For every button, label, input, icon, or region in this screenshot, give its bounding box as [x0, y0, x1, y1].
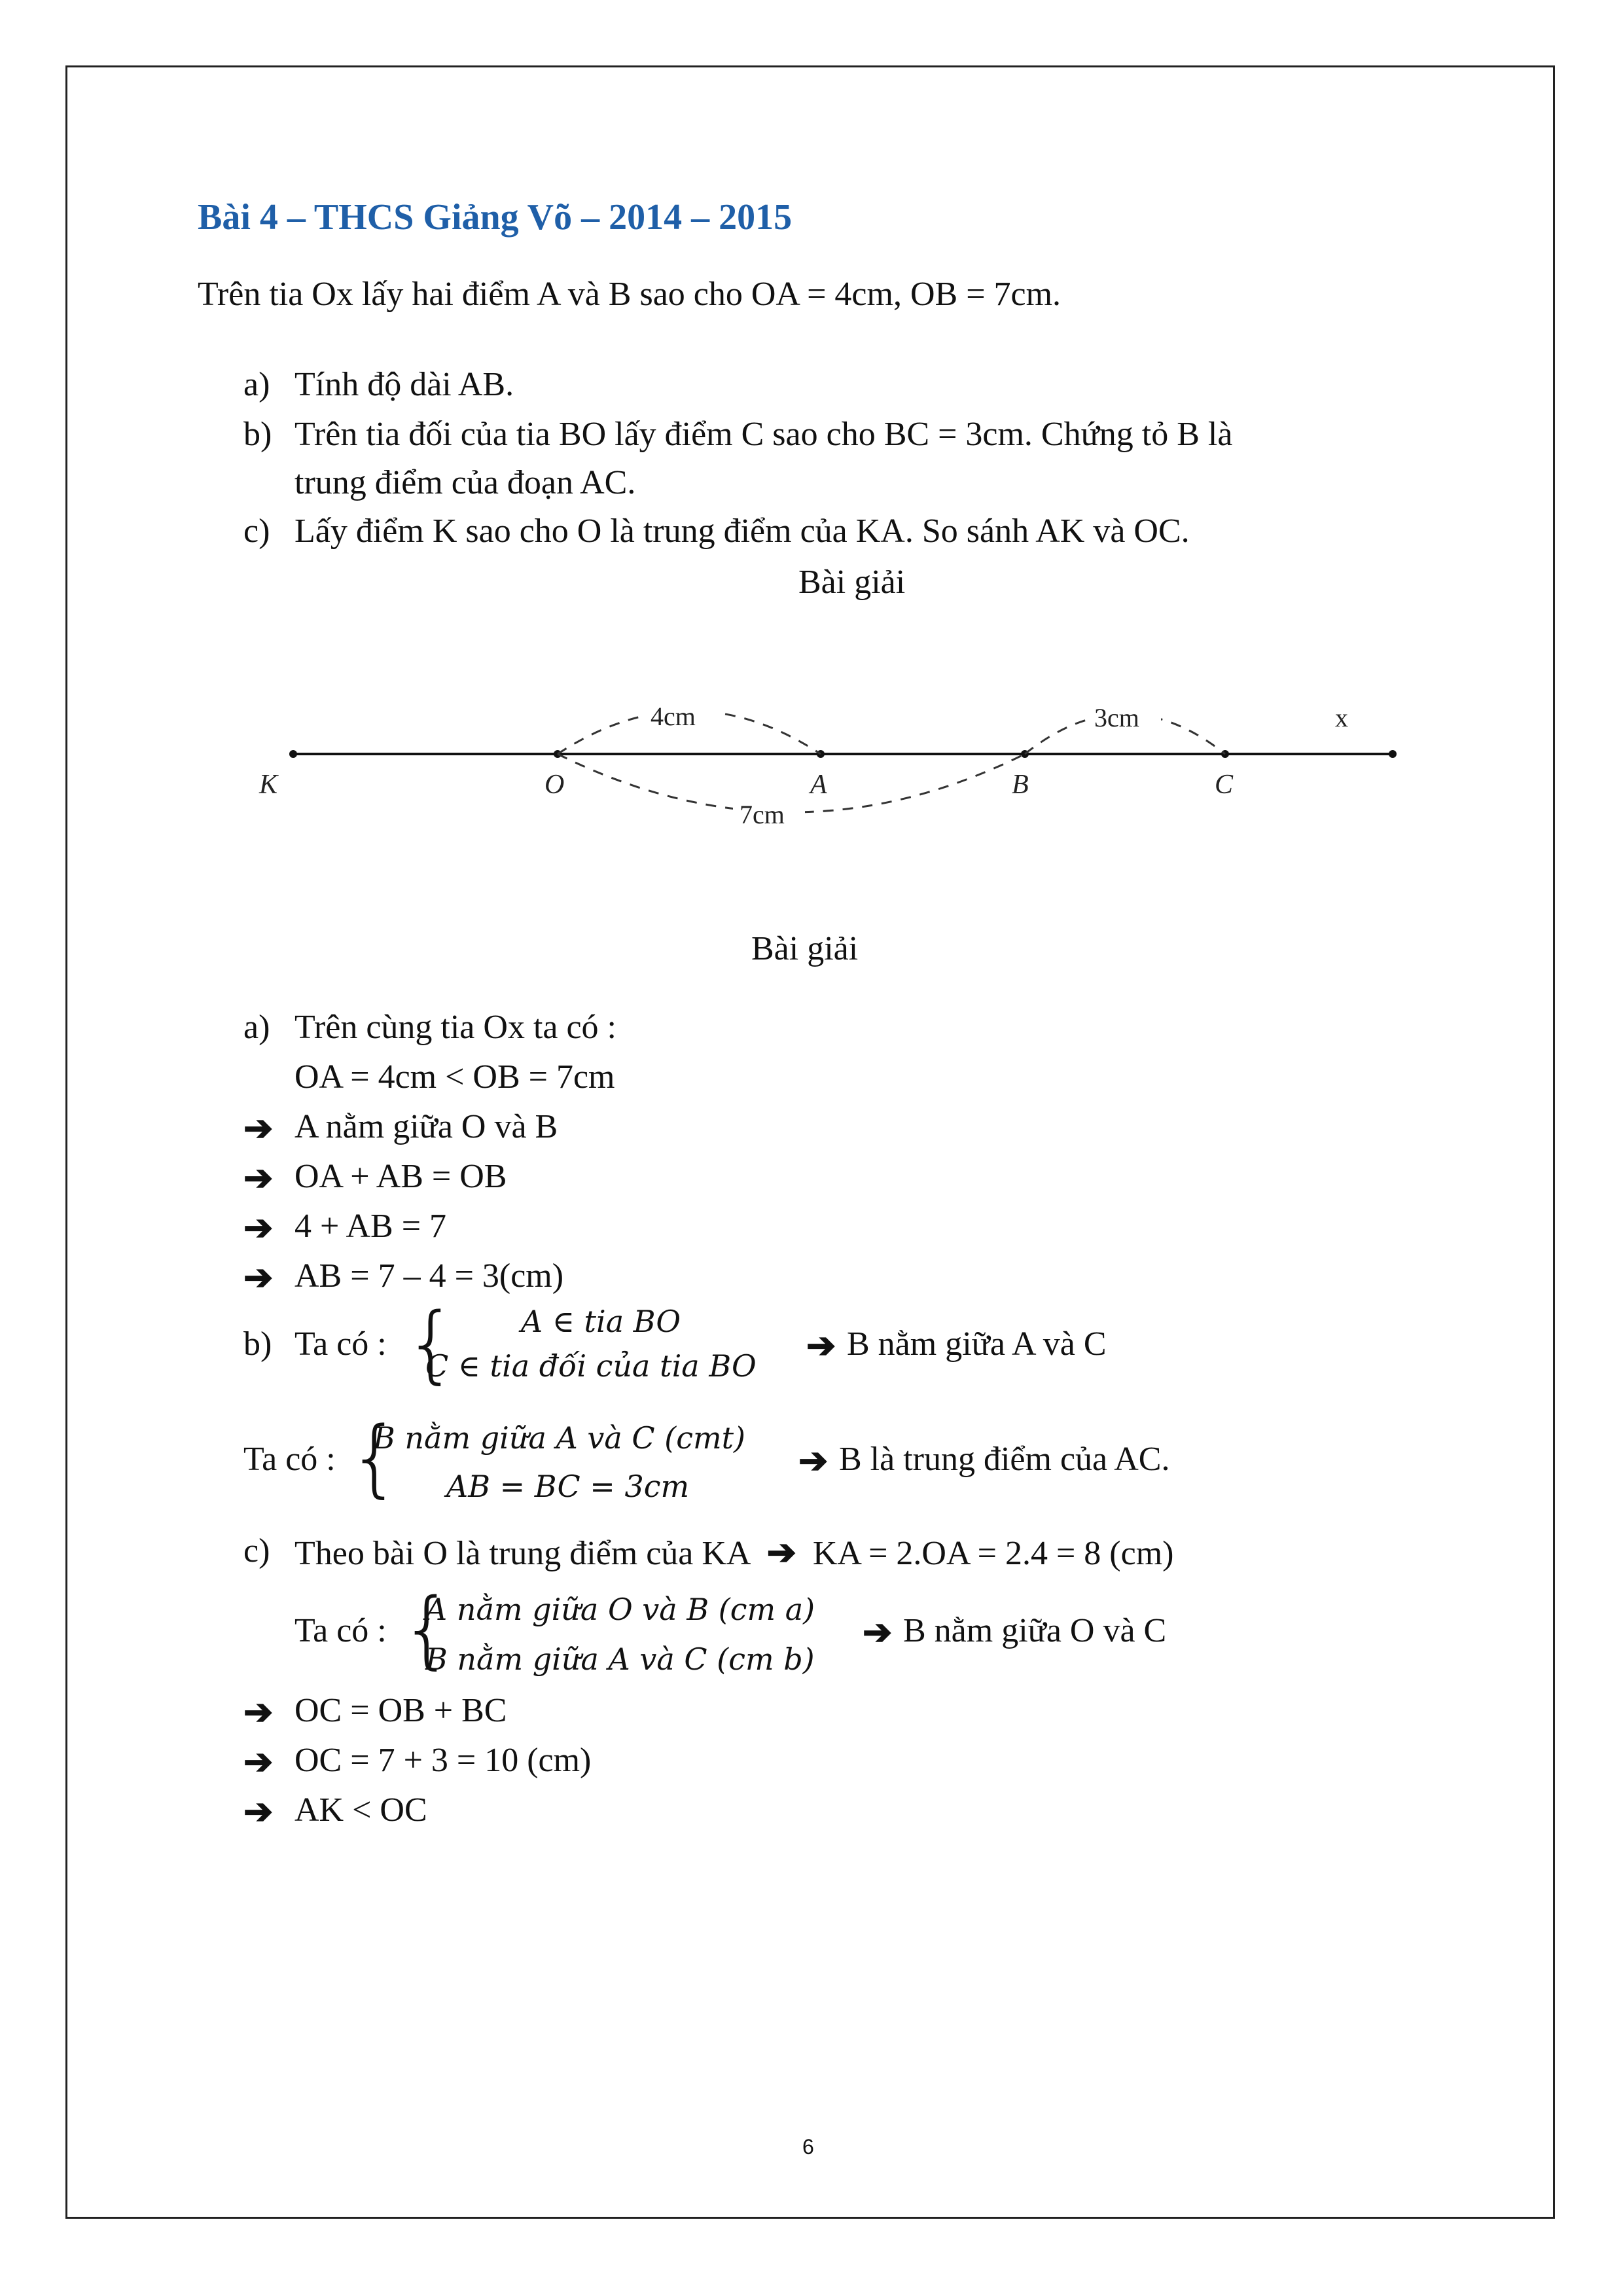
solution-a-line1	[243, 1008, 616, 1047]
page-number: 6	[802, 2135, 814, 2159]
solution-b-result2-text: B là trung điểm của AC.	[839, 1441, 1170, 1478]
arrow-icon: ➔	[806, 1326, 836, 1365]
solution-c-sys-line1: A nằm giữa O và B (cm a)	[425, 1592, 815, 1627]
arrow-icon: ➔	[798, 1441, 829, 1480]
solution-b-sys1-line2: C ∈ tia đối của tia BO	[425, 1348, 757, 1384]
solution-a-step4-text: AB = 7 – 4 = 3(cm)	[294, 1257, 564, 1295]
question-b-line1: Trên tia đối của tia BO lấy điểm C sao cho BC = 3cm. Chứng tỏ B là	[294, 416, 1233, 453]
arrow-icon: ➔	[243, 1693, 274, 1732]
solution-c-step2-text: OC = 7 + 3 = 10 (cm)	[294, 1742, 592, 1779]
solution-b-sys1-line1: A ∈ tia BO	[521, 1304, 681, 1339]
brace-icon: {	[401, 1581, 454, 1678]
solution-c-line1-pre: Theo bài O là trung điểm của KA	[294, 1535, 749, 1572]
solution-c-label: c)	[243, 1532, 270, 1570]
solution-b-taco: Ta có :	[294, 1325, 387, 1363]
arrow-icon: ➔	[243, 1208, 274, 1247]
solution-b-result1-text: B nằm giữa A và C	[847, 1325, 1107, 1363]
arrow-icon: ➔	[243, 1742, 274, 1782]
solution-a-step3-text: 4 + AB = 7	[294, 1208, 447, 1245]
solution-a-step2-text: OA + AB = OB	[294, 1158, 507, 1195]
solution-c-line1-post: KA = 2.OA = 2.4 = 8 (cm)	[812, 1535, 1174, 1572]
dim-ob-label: 7cm	[740, 800, 785, 829]
solution-b-sys2-line1: B nằm giữa A và C (cmt)	[373, 1420, 746, 1456]
dim-bc-label: 3cm	[1094, 703, 1139, 732]
solution-c-sys-line2: B nằm giữa A và C (cm b)	[425, 1641, 815, 1677]
ray-end-dot	[1389, 750, 1397, 758]
label-c: C	[1215, 770, 1234, 800]
label-x: x	[1335, 703, 1348, 732]
point-k-dot	[289, 750, 297, 758]
arrow-icon: ➔	[863, 1613, 893, 1652]
solution-a-line1-text: Trên cùng tia Ox ta có :	[294, 1009, 616, 1046]
arrow-icon: ➔	[243, 1258, 274, 1297]
arrow-icon: ➔	[243, 1109, 274, 1148]
dim-oa-label: 4cm	[651, 702, 696, 731]
question-a-text: Tính độ dài AB.	[294, 366, 514, 403]
arrow-icon: ➔	[766, 1533, 796, 1572]
label-b: B	[1012, 770, 1029, 800]
solution-b-label: b)	[243, 1325, 272, 1363]
solution-a-line2: OA = 4cm < OB = 7cm	[294, 1058, 615, 1096]
question-c-label: c)	[243, 512, 270, 550]
solution-heading: Bài giải	[751, 930, 859, 967]
solution-c-taco: Ta có :	[294, 1612, 387, 1649]
label-o: O	[544, 770, 565, 800]
brace-icon: {	[404, 1295, 458, 1393]
solution-heading-top: Bài giải	[798, 564, 906, 601]
solution-b-label-line	[243, 1325, 387, 1363]
solution-b-sys2-line2: AB = BC = 3cm	[446, 1469, 690, 1504]
solution-c-result-text: B nằm giữa O và C	[903, 1612, 1167, 1649]
solution-c-line1	[243, 1532, 1173, 1573]
question-b-line2: trung điểm của đoạn AC.	[294, 464, 636, 501]
exercise-title: Bài 4 – THCS Giảng Võ – 2014 – 2015	[198, 197, 793, 238]
label-k: K	[259, 770, 278, 800]
question-a-label: a)	[243, 366, 270, 403]
arrow-icon: ➔	[243, 1792, 274, 1831]
question-b-label: b)	[243, 416, 272, 453]
solution-a-label: a)	[243, 1009, 270, 1046]
segment-figure	[0, 0, 1623, 916]
problem-statement: Trên tia Ox lấy hai điểm A và B sao cho OA = 4cm, OB = 7cm.	[198, 276, 1061, 313]
solution-c-step1-text: OC = OB + BC	[294, 1692, 507, 1729]
solution-b-taco2: Ta có :	[243, 1441, 336, 1478]
question-c-text: Lấy điểm K sao cho O là trung điểm của KA. So sánh AK và OC.	[294, 512, 1190, 550]
brace-icon: {	[348, 1409, 402, 1507]
solution-c-step3-text: AK < OC	[294, 1791, 427, 1829]
solution-a-step1-text: A nằm giữa O và B	[294, 1108, 558, 1145]
label-a: A	[810, 770, 827, 800]
arrow-icon: ➔	[243, 1158, 274, 1198]
